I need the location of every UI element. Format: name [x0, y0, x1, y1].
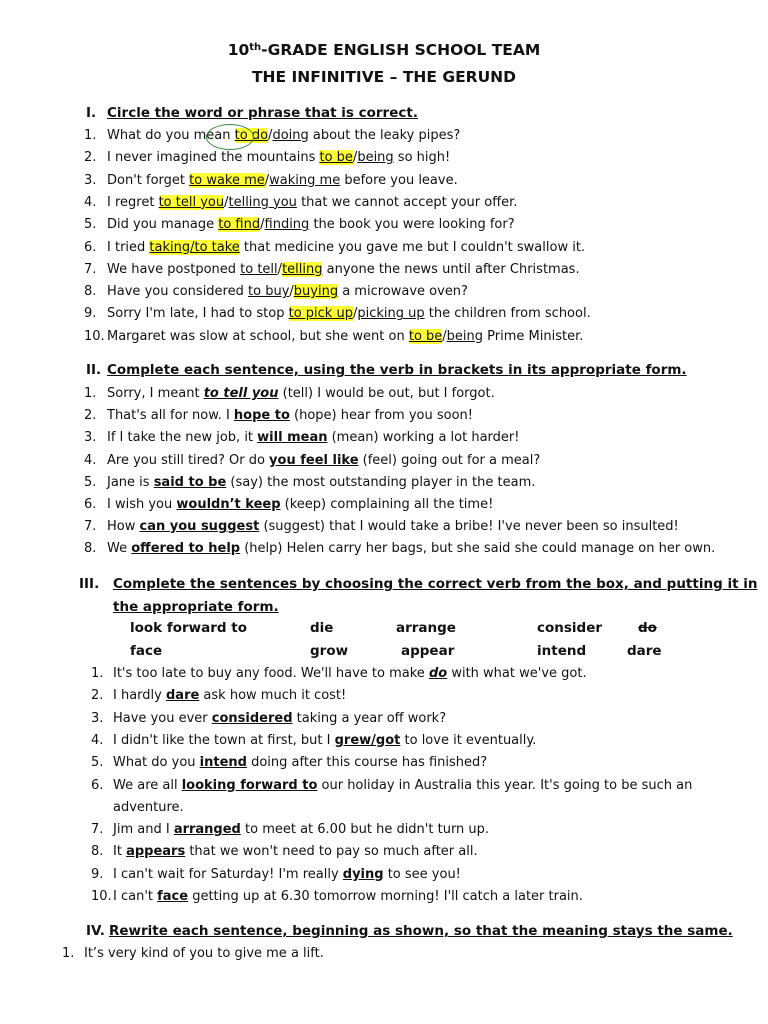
sentence-text: I can't	[113, 889, 158, 904]
answer-text: said to be	[153, 474, 227, 490]
section-4-heading	[86, 923, 733, 939]
section-3-heading-cont	[113, 599, 279, 615]
sentence-text: the children from school.	[424, 306, 591, 322]
item-number: 6.	[84, 239, 97, 255]
sentence-text: /	[264, 172, 270, 188]
item-text	[84, 946, 324, 962]
item-text	[113, 755, 487, 771]
answer-text: to wake me	[189, 172, 265, 188]
sentence-text: If I take the new job, it	[107, 430, 258, 446]
title-team: -GRADE ENGLISH SCHOOL TEAM	[261, 41, 541, 59]
sentence-text: I regret	[107, 194, 159, 210]
sentence-text: I didn't like the town at first, but I	[113, 732, 335, 748]
item-number: 4.	[84, 452, 97, 468]
box-word: consider	[537, 620, 603, 636]
answer-text: considered	[211, 710, 293, 726]
section-2-heading	[86, 362, 687, 378]
sentence-text: Sorry I'm late, I had to stop	[107, 306, 289, 322]
item-text	[113, 711, 446, 727]
answer-text: buying	[293, 284, 339, 300]
sentence-text: (suggest) that I would take a bribe! I've never been so insulted!	[259, 519, 679, 535]
box-word: die	[310, 620, 334, 636]
section-instruction-cont: the appropriate form.	[113, 599, 279, 615]
section-instruction: Circle the word or phrase that is correct.	[107, 105, 418, 121]
sentence-text: that we won't need to pay so much after all.	[185, 844, 478, 860]
sentence-text: Margaret was slow at school, but she went on	[107, 328, 409, 344]
sentence-text: (keep) complaining all the time!	[280, 497, 494, 512]
section-3-heading	[79, 576, 757, 592]
answer-text: intend	[199, 755, 247, 771]
sentence-text: I never imagined the mountains	[107, 150, 320, 166]
sentence-text: We	[107, 541, 132, 557]
item-number: 1.	[84, 386, 97, 401]
item-number: 3.	[84, 430, 97, 446]
sentence-text: Sorry, I meant	[107, 386, 204, 401]
item-number: 9.	[91, 866, 104, 882]
item-number: 1.	[84, 128, 97, 143]
item-text	[107, 386, 495, 402]
sentence-text: to love it eventually.	[400, 732, 537, 748]
item-number: 9.	[84, 306, 97, 322]
answer-text: offered to help	[131, 541, 241, 557]
item-number: 5.	[84, 217, 97, 233]
sentence-text: (feel) going out for a meal?	[358, 452, 541, 468]
sentence-text: /	[224, 194, 229, 210]
answer-text: being	[446, 328, 484, 344]
answer-text: wouldn’t keep	[176, 497, 281, 512]
sentence-text: /	[260, 217, 265, 233]
answer-text: telling	[282, 261, 323, 277]
item-number: 3.	[84, 172, 97, 188]
sentence-text: to meet at 6.00 but he didn't turn up.	[240, 822, 490, 838]
sentence-text: a microwave oven?	[338, 284, 468, 300]
item-number: 8.	[84, 284, 97, 300]
answer-circle-mark	[206, 124, 254, 150]
section-1-heading	[86, 105, 418, 121]
box-word: intend	[537, 643, 587, 659]
sentence-text: What do you	[113, 755, 200, 771]
answer-text: dying	[342, 866, 384, 882]
answer-text: arranged	[173, 822, 241, 838]
box-word-used: do	[638, 620, 657, 636]
sentence-text: I wish you	[107, 497, 177, 512]
item-number: 4.	[84, 194, 97, 210]
title-superscript: th	[249, 42, 262, 53]
answer-text: to tell you	[158, 194, 225, 210]
sentence-text: with what we've got.	[447, 666, 587, 681]
sentence-text: I hardly	[113, 688, 166, 704]
section-instruction: Complete the sentences by choosing the correct verb from the box, and putting it in	[113, 576, 758, 592]
box-word: look forward to	[130, 620, 247, 636]
answer-text: will mean	[257, 430, 328, 446]
sentence-text: getting up at 6.30 tomorrow morning! I'll catch a later train.	[188, 889, 583, 904]
item-text	[113, 733, 536, 749]
item-text	[113, 778, 692, 794]
answer-text: dare	[165, 688, 200, 704]
item-text	[107, 408, 473, 424]
sentence-text: /	[268, 128, 273, 143]
item-text	[107, 240, 585, 256]
sentence-text: Don't forget	[107, 172, 190, 188]
sentence-text: (say) the most outstanding player in the team.	[226, 474, 536, 490]
item-number: 2.	[91, 688, 104, 704]
box-word: dare	[627, 643, 662, 659]
item-number: 5.	[84, 474, 97, 490]
section-number: I.	[86, 105, 97, 121]
sentence-text: adventure.	[113, 799, 184, 815]
item-text	[107, 262, 580, 278]
sentence-text: Prime Minister.	[483, 328, 584, 344]
answer-text: picking up	[357, 306, 425, 322]
answer-text: taking/to take	[149, 239, 240, 255]
item-text	[113, 688, 346, 704]
item-number: 5.	[91, 755, 104, 771]
item-text	[107, 329, 583, 345]
item-text	[107, 150, 450, 166]
answer-text: to tell you	[203, 386, 279, 401]
sentence-text: Did you manage	[107, 217, 219, 233]
item-number: 7.	[91, 822, 104, 838]
box-word: appear	[401, 643, 455, 659]
section-instruction: Complete each sentence, using the verb in brackets in its appropriate form.	[107, 362, 687, 378]
sentence-text: so high!	[393, 150, 451, 166]
answer-text: face	[157, 889, 189, 904]
item-text	[113, 822, 489, 838]
sentence-text: (help) Helen carry her bags, but she said she could manage on her own.	[240, 541, 716, 557]
sentence-text: our holiday in Australia this year. It's going to be such an	[317, 777, 693, 793]
section-instruction: Rewrite each sentence, beginning as shown, so that the meaning stays the same.	[109, 923, 733, 939]
answer-text: finding	[264, 217, 310, 233]
sentence-text: It's too late to buy any food. We'll have to make	[113, 666, 429, 681]
item-number: 2.	[84, 408, 97, 424]
item-number: 8.	[84, 541, 97, 557]
sentence-text: /	[352, 150, 358, 166]
sentence-text: I can't wait for Saturday! I'm really	[113, 866, 343, 882]
sentence-text: Jane is	[107, 474, 154, 490]
sentence-text: /	[277, 261, 283, 277]
sentence-text: (mean) working a lot harder!	[327, 430, 520, 446]
box-word: arrange	[396, 620, 456, 636]
sentence-text: /	[289, 284, 294, 300]
sentence-text: the book you were looking for?	[309, 217, 515, 233]
sentence-text: before you leave.	[340, 172, 458, 188]
sentence-text: Have you ever	[113, 710, 212, 726]
answer-text: to pick up	[288, 306, 353, 322]
answer-text: appears	[126, 844, 186, 860]
item-number: 6.	[91, 777, 104, 793]
sentence-text: to see you!	[383, 866, 461, 882]
item-text	[113, 800, 184, 816]
title-line-1	[0, 41, 768, 59]
answer-text: do	[428, 666, 448, 681]
item-text	[107, 519, 679, 535]
answer-text: doing	[272, 128, 309, 143]
sentence-text: that medicine you gave me but I couldn't swallow it.	[239, 239, 586, 255]
answer-text: waking me	[269, 172, 341, 188]
answer-text: looking forward to	[181, 777, 318, 793]
item-number: 2.	[84, 150, 97, 166]
item-number: 4.	[91, 732, 104, 748]
item-text	[113, 844, 478, 860]
item-text	[113, 666, 587, 682]
item-text	[107, 541, 715, 557]
sentence-text: We are all	[113, 777, 182, 793]
section-number: III.	[79, 576, 100, 592]
item-number: 10.	[84, 328, 105, 344]
sentence-text: that we cannot accept your offer.	[296, 194, 518, 210]
item-number: 3.	[91, 710, 104, 726]
sentence-text: (hope) hear from you soon!	[289, 408, 473, 424]
answer-text: can you suggest	[139, 519, 260, 535]
item-text	[107, 497, 493, 513]
title-grade-number: 10	[227, 41, 250, 59]
item-text	[107, 306, 591, 322]
sentence-text: How	[107, 519, 140, 535]
item-text	[107, 128, 460, 144]
sentence-text: anyone the news until after Christmas.	[322, 261, 580, 277]
answer-text: you feel like	[269, 452, 359, 468]
sentence-text: I tried	[107, 239, 150, 255]
sentence-text: We have postponed	[107, 261, 241, 277]
item-number: 10.	[91, 889, 112, 904]
sentence-text: What do you mean	[107, 128, 235, 143]
item-number: 6.	[84, 497, 97, 512]
item-number: 1.	[62, 946, 75, 961]
box-word: face	[130, 643, 163, 659]
sentence-text: doing after this course has finished?	[246, 755, 488, 771]
sentence-text: /	[352, 306, 358, 322]
sentence-text: about the leaky pipes?	[308, 128, 461, 143]
sentence-text: (tell) I would be out, but I forgot.	[278, 386, 495, 401]
sentence-text: /	[442, 328, 447, 344]
section-number: II.	[86, 362, 102, 378]
item-text	[113, 867, 461, 883]
item-number: 7.	[84, 519, 97, 535]
item-number: 1.	[91, 666, 104, 681]
answer-text: to be	[319, 150, 353, 166]
answer-text: to buy	[248, 284, 290, 300]
item-text	[107, 217, 515, 233]
sentence-text: Jim and I	[113, 822, 174, 838]
answer-text: to tell	[240, 261, 278, 277]
section-number: IV.	[86, 923, 105, 939]
sentence-text: That's all for now. I	[107, 408, 234, 424]
answer-text: to be	[408, 328, 443, 344]
item-text	[107, 475, 535, 491]
sentence-text: It’s very kind of you to give me a lift.	[84, 946, 324, 961]
item-text	[107, 284, 468, 300]
answer-text: to find	[218, 217, 261, 233]
answer-text: to do	[234, 128, 269, 143]
box-word: grow	[310, 643, 349, 659]
sentence-text: taking a year off work?	[292, 710, 447, 726]
sentence-text: It	[113, 844, 127, 860]
sentence-text: Have you considered	[107, 284, 249, 300]
item-text	[113, 889, 583, 905]
item-number: 7.	[84, 261, 97, 277]
answer-text: grew/got	[334, 732, 401, 748]
answer-text: hope to	[233, 408, 290, 424]
sentence-text: ask how much it cost!	[199, 688, 347, 704]
item-text	[107, 430, 519, 446]
title-line-2: THE INFINITIVE – THE GERUND	[251, 68, 517, 86]
item-text	[107, 195, 517, 211]
item-text	[107, 453, 540, 469]
sentence-text: Are you still tired? Or do	[107, 452, 270, 468]
answer-text: being	[357, 150, 394, 166]
item-text	[107, 173, 458, 189]
answer-text: telling you	[228, 194, 297, 210]
item-number: 8.	[91, 844, 104, 860]
